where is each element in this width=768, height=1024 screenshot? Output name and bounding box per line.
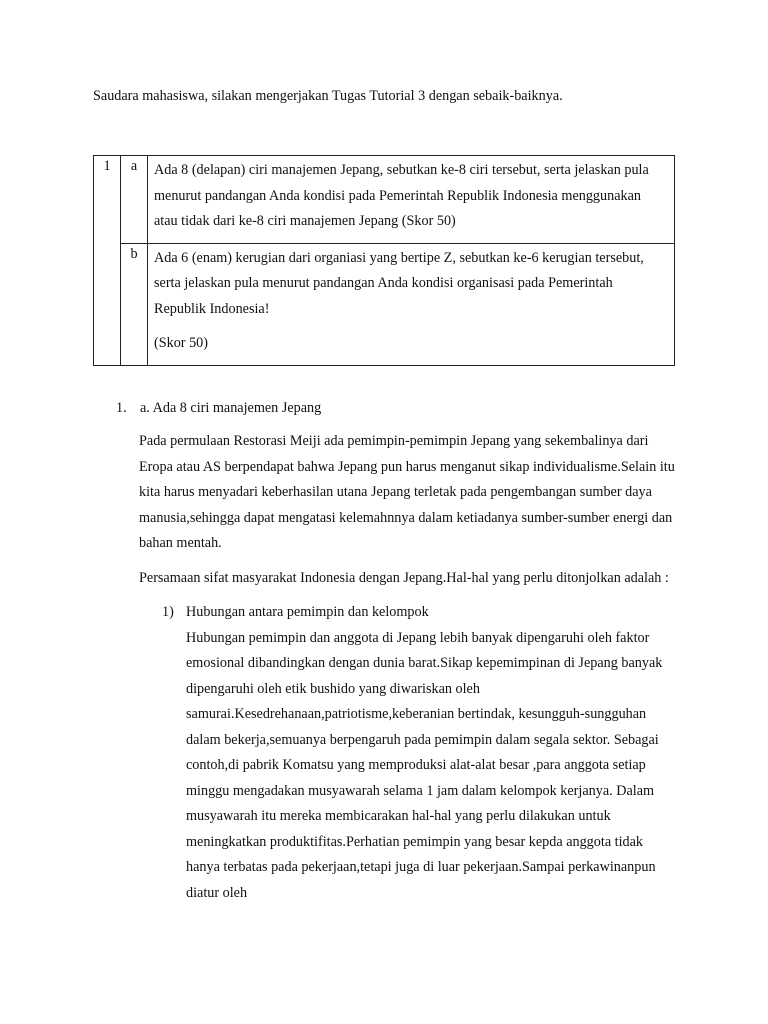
question-letter-b: b bbox=[121, 243, 148, 365]
sub-item-number: 1) bbox=[162, 604, 174, 620]
task-table bbox=[93, 155, 675, 366]
answer-number: 1. bbox=[116, 400, 127, 416]
question-a-cell bbox=[148, 156, 675, 244]
answer-paragraph-2: Persamaan sifat masyarakat Indonesia dengan Jepang.Hal-hal yang perlu ditonjolkan adalah : bbox=[139, 569, 669, 586]
question-letter-a: a bbox=[121, 156, 148, 244]
answer-heading bbox=[116, 397, 676, 419]
answer-paragraph-1: Pada permulaan Restorasi Meiji ada pemimpin-pemimpin Jepang yang sekembalinya dari Eropa atau AS berpendapat bahwa Jepang pun harus menganut sikap individualisme.Selain itu kita harus menyadari keberhasilan utana Jepang terletak pada pengembangan sumber daya manusia,sehingga dapat mengatasi kelemahnnya dalam ketiadanya sumber-sumber energi dan bahan mentah. bbox=[139, 433, 675, 551]
table-row bbox=[94, 156, 675, 244]
question-a-text: Ada 8 (delapan) ciri manajemen Jepang, sebutkan ke-8 ciri tersebut, serta jelaskan pula menurut pandangan Anda kondisi pada Pemerintah Republik Indonesia menggunakan atau tidak dari ke-8 ciri manajemen Jepang (Skor 50) bbox=[154, 162, 649, 229]
question-number: 1 bbox=[94, 156, 121, 366]
answer-section bbox=[116, 397, 676, 906]
table-row bbox=[94, 243, 675, 365]
intro-text: Saudara mahasiswa, silakan mengerjakan Tugas Tutorial 3 dengan sebaik-baiknya. bbox=[93, 88, 563, 104]
answer-body bbox=[139, 429, 676, 591]
sub-item-title: Hubungan antara pemimpin dan kelompok bbox=[186, 604, 429, 620]
question-b-text: Ada 6 (enam) kerugian dari organiasi yang bertipe Z, sebutkan ke-6 kerugian tersebut, serta jelaskan pula menurut pandangan Anda kondisi organisasi pada Pemerintah Republik Indonesia! bbox=[154, 249, 644, 317]
answer-heading-text: a. Ada 8 ciri manajemen Jepang bbox=[140, 400, 322, 416]
sub-item-text: Hubungan pemimpin dan anggota di Jepang lebih banyak dipengaruhi oleh faktor emosional dibandingkan dengan dunia barat.Sikap kepemimpinan di Jepang banyak dipengaruhi oleh etik bushido yang diwariskan oleh samurai.Kesedrehanaan,patriotisme,keberanian bertindak, kesungguh-sungguhan dalam bekerja,semuanya berpengaruh pada pemimpin dalam segala sektor. Sebagai contoh,di pabrik Komatsu yang memproduksi alat-alat besar ,para anggota setiap minggu mengadakan musyawarah selama 1 jam dalam kelompok kerjanya. Dalam musyawarah itu mereka membicarakan hal-hal yang perlu dilakukan untuk meningkatkan produktifitas.Perhatian pemimpin yang besar kepda anggota tidak hanya terbatas pada pekerjaan,tetapi juga di luar pekerjaan.Sampai perkawinanpun diatur oleh bbox=[186, 629, 663, 901]
sub-item-1 bbox=[162, 600, 676, 906]
question-b-score: (Skor 50) bbox=[154, 335, 208, 351]
question-b-cell bbox=[148, 243, 675, 365]
